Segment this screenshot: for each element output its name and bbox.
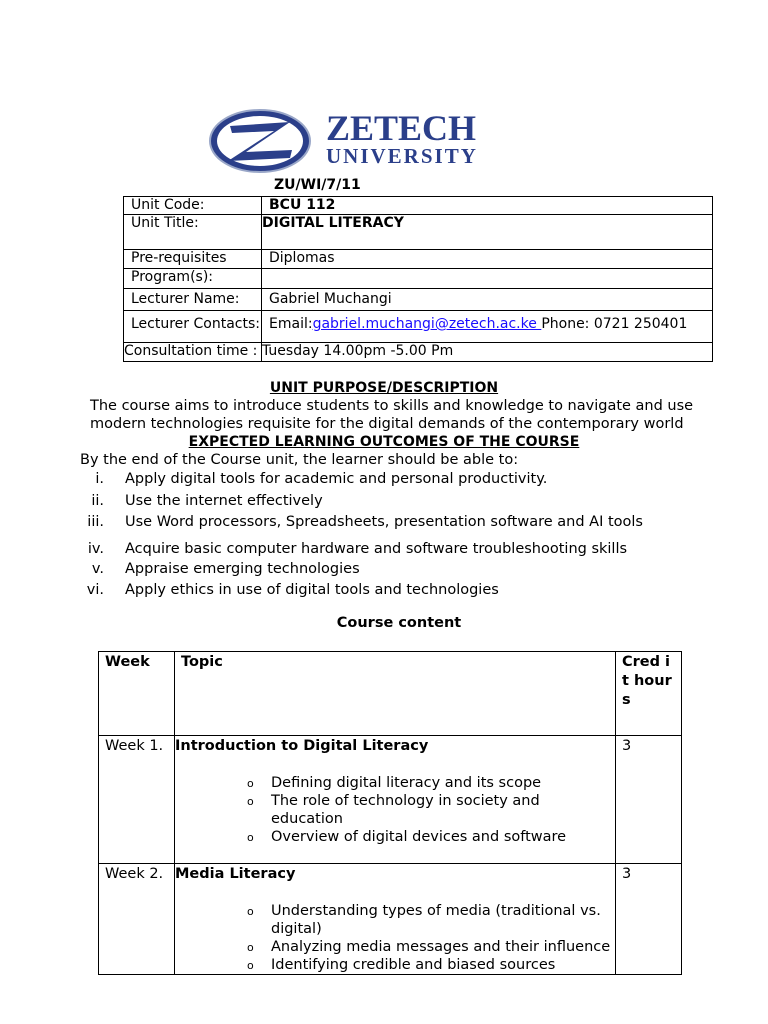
topic-title: Introduction to Digital Literacy — [175, 738, 429, 754]
col-week-header: Week — [99, 652, 175, 736]
lecturer-row — [124, 289, 713, 311]
outcomes-heading: EXPECTED LEARNING OUTCOMES OF THE COURSE — [188, 434, 580, 450]
list-item: o Understanding types of media (traditional vs. digital) — [247, 902, 615, 938]
unit-code-row — [124, 197, 713, 215]
consultation-row — [124, 343, 713, 362]
topic-bullets — [181, 774, 615, 846]
outcome-number: v. — [91, 561, 104, 577]
programs-label: Program(s): — [124, 269, 262, 289]
outcome-item — [80, 513, 643, 531]
prereq-value: Diplomas — [262, 250, 713, 269]
consultation-label: Consultation time : — [124, 343, 262, 362]
consultation-value: Tuesday 14.00pm -5.00 Pm — [262, 343, 713, 362]
outcomes-intro: By the end of the Course unit, the learner should be able to: — [80, 452, 519, 468]
purpose-line-1: The course aims to introduce students to skills and knowledge to navigate and use — [90, 398, 694, 414]
contacts-label: Lecturer Contacts: — [124, 311, 262, 343]
outcome-number: iii. — [87, 514, 104, 530]
week-cell: Week 1. — [99, 736, 175, 864]
lecturer-value: Gabriel Muchangi — [262, 289, 713, 311]
prereq-row — [124, 250, 713, 269]
list-item: o Defining digital literacy and its scope — [247, 774, 615, 792]
contacts-row — [124, 311, 713, 343]
outcome-number: iv. — [87, 541, 104, 557]
list-item: o Overview of digital devices and software — [247, 828, 615, 846]
logo-word-university: UNIVERSITY — [326, 144, 478, 168]
prereq-label: Pre-requisites — [124, 250, 262, 269]
week-cell: Week 2. — [99, 864, 175, 975]
outcome-item — [80, 581, 499, 599]
contacts-value — [262, 311, 713, 343]
topic-cell — [175, 864, 616, 975]
outcome-text: Appraise emerging technologies — [125, 561, 360, 577]
topic-title: Media Literacy — [175, 866, 296, 882]
outcome-text: Use Word processors, Spreadsheets, presentation software and AI tools — [125, 514, 643, 530]
course-content-heading: Course content — [336, 615, 462, 631]
lecturer-label: Lecturer Name: — [124, 289, 262, 311]
unit-title-row — [124, 215, 713, 250]
outcome-number: ii. — [91, 493, 104, 509]
purpose-heading: UNIT PURPOSE/DESCRIPTION — [269, 380, 499, 396]
zetech-logo — [206, 106, 570, 176]
email-link[interactable]: gabriel.muchangi@zetech.ac.ke — [312, 316, 542, 332]
outcome-item — [80, 560, 360, 578]
course-content-table — [98, 651, 682, 975]
outcome-item — [80, 540, 628, 558]
unit-title-value: DIGITAL LITERACY — [262, 215, 713, 250]
programs-row — [124, 269, 713, 289]
col-credit-header: Cred it hour s — [616, 652, 682, 736]
unit-code-value: BCU 112 — [262, 197, 713, 215]
list-item: o Identifying credible and biased sources — [247, 956, 615, 974]
table-row — [99, 864, 682, 975]
outcome-text: Apply ethics in use of digital tools and technologies — [125, 582, 499, 598]
outcome-number: vi. — [86, 582, 104, 598]
phone-text: Phone: 0721 250401 — [541, 316, 688, 332]
list-item: o The role of technology in society and education — [247, 792, 615, 828]
outcome-text: Acquire basic computer hardware and software troubleshooting skills — [125, 541, 628, 557]
credit-cell: 3 — [616, 864, 682, 975]
outcome-item — [80, 492, 323, 510]
outcome-number: i. — [95, 471, 104, 487]
col-topic-header: Topic — [175, 652, 616, 736]
table-row — [99, 736, 682, 864]
email-prefix: Email: — [269, 316, 313, 332]
topic-bullets — [181, 902, 615, 974]
logo-word-zetech: ZETECH — [326, 108, 477, 148]
programs-value — [262, 269, 713, 289]
course-table-header — [99, 652, 682, 736]
outcome-text: Apply digital tools for academic and personal productivity. — [125, 471, 548, 487]
outcome-text: Use the internet effectively — [125, 493, 323, 509]
purpose-line-2 — [90, 416, 684, 434]
unit-title-label: Unit Title: — [124, 215, 262, 250]
unit-info-table — [123, 196, 713, 362]
credit-cell: 3 — [616, 736, 682, 864]
list-item: o Analyzing media messages and their influence — [247, 938, 615, 956]
document-code: ZU/WI/7/11 — [274, 177, 361, 193]
unit-code-label: Unit Code: — [124, 197, 262, 215]
topic-cell — [175, 736, 616, 864]
zetech-shield-icon — [206, 106, 570, 176]
purpose-line-2-text: modern technologies requisite for the digital demands of the contemporary world — [90, 416, 684, 432]
outcome-item — [80, 470, 548, 488]
